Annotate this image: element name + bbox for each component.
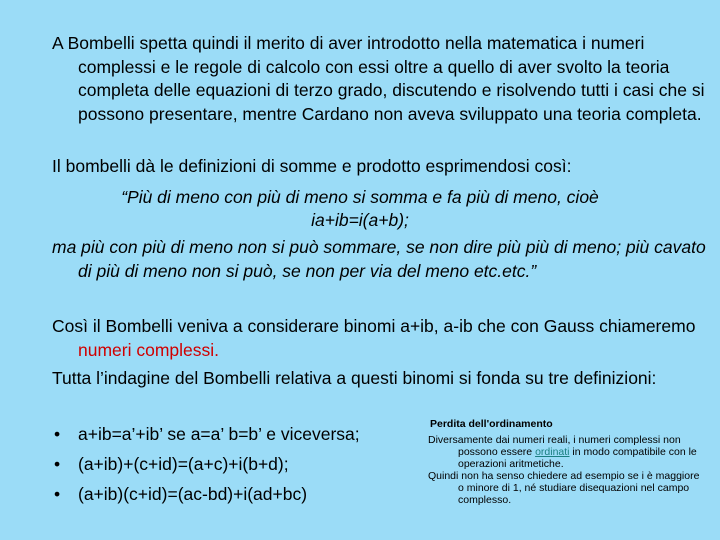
paragraph-complex-numbers xyxy=(52,315,718,362)
ordinati-link[interactable]: ordinati xyxy=(535,446,570,458)
bullet-icon: • xyxy=(54,454,61,474)
complex-numbers-text: Così il Bombelli veniva a considerare binomi a+ib, a-ib che con Gauss chiameremo xyxy=(52,316,696,336)
side-note xyxy=(428,418,700,506)
list-item xyxy=(52,449,422,479)
quote-line-2: ia+ib=i(a+b); xyxy=(311,210,409,230)
definition-product: (a+ib)(c+id)=(ac-bd)+i(ad+bc) xyxy=(78,484,308,504)
paragraph-definitions-intro: Il bombelli dà le definizioni di somme e prodotto esprimendosi così: xyxy=(52,156,572,176)
paragraph-quote-continuation: ma più con più di meno non si può sommare, se non dire più più di meno; più cavato di più di meno non si può, se non per via del meno etc.etc.” xyxy=(52,237,706,281)
paragraph-three-definitions: Tutta l’indagine del Bombelli relativa a questi binomi si fonda su tre definizioni: xyxy=(52,368,657,388)
definition-list xyxy=(52,419,422,509)
bullet-icon: • xyxy=(54,484,61,504)
side-note-line-2: Quindi non ha senso chiedere ad esempio se i è maggiore o minore di 1, né studiare disequazioni nel campo complesso. xyxy=(428,470,700,506)
bullet-icon: • xyxy=(54,424,61,444)
definition-sum: (a+ib)+(c+id)=(a+c)+i(b+d); xyxy=(78,454,289,474)
complex-numbers-highlight: numeri complessi. xyxy=(78,339,220,360)
side-note-title: Perdita dell'ordinamento xyxy=(430,418,553,430)
side-note-body xyxy=(428,434,700,470)
definition-equality: a+ib=a’+ib’ se a=a’ b=b’ e viceversa; xyxy=(78,424,360,444)
quote-line-1: “Più di meno con più di meno si somma e fa più di meno, cioè xyxy=(121,187,599,207)
side-note-text-end: in modo compatibile con le operazioni aritmetiche. xyxy=(458,446,697,470)
side-note-text: Diversamente dai numeri reali, i numeri complessi non possono essere xyxy=(428,434,681,458)
list-item xyxy=(52,419,422,449)
paragraph-bombelli-merit: A Bombelli spetta quindi il merito di aver introdotto nella matematica i numeri complessi e le regole di calcolo con essi oltre a quello di aver svolto la teoria completa delle equazioni di terzo grado, discutendo e risolvendo tutti i casi che si possono presentare, mentre Cardano non aveva sviluppato una teoria completa. xyxy=(52,33,705,124)
list-item xyxy=(52,479,422,509)
